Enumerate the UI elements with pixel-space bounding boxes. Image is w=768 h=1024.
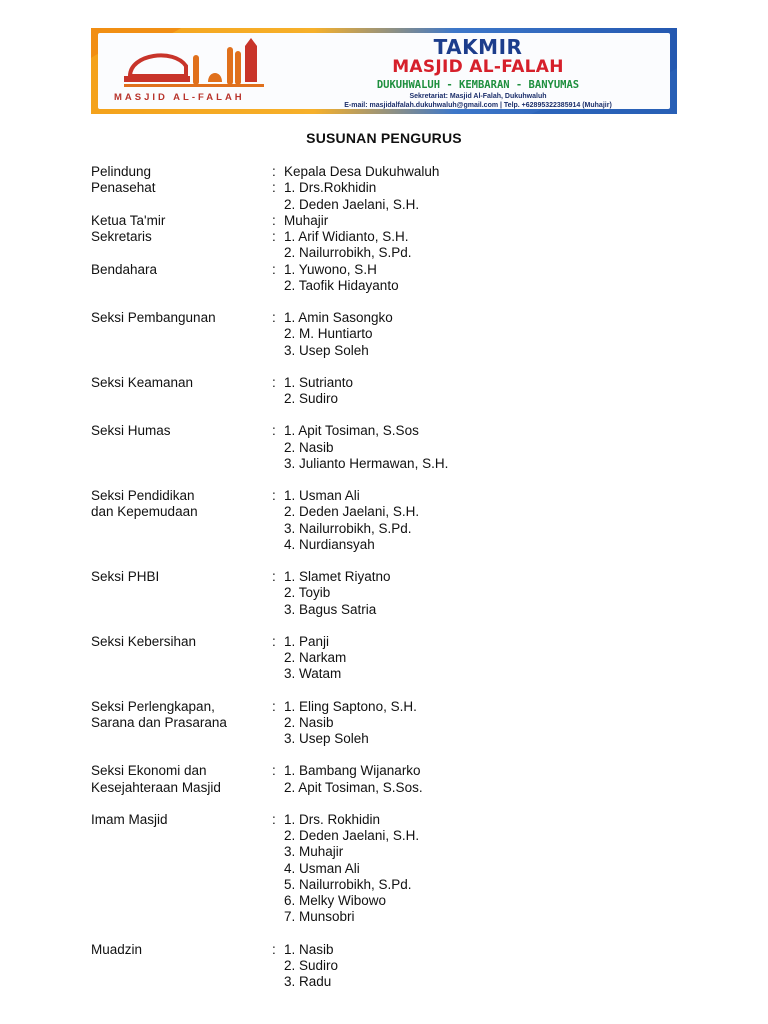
mosque-logo [112,36,282,108]
logo-wordmark: MASJID AL-FALAH [114,92,245,103]
section-spacer [91,926,691,942]
position-label: Ketua Ta'mir [91,212,166,228]
roster-line [91,828,691,844]
banner-contact: E-mail: masjidalfalah.dukuhwaluh@gmail.com | Telp. +6289532238591​4 (Muhajir) [344,102,612,109]
roster-entry [91,634,691,699]
member-name: 6. Melky Wibowo [284,893,387,908]
mosque-dome-icon [112,36,282,92]
header-banner [91,28,677,114]
member-name: 2. Sudiro [284,391,339,406]
member-name: 7. Munsobri [284,909,355,925]
roster-line [91,780,691,796]
colon-separator: : [272,763,276,779]
position-label: Muadzin [91,941,143,957]
section-spacer [91,407,691,423]
roster-line [91,504,691,520]
member-name: 1. Yuwono, S.H [284,261,377,277]
colon-separator: : [272,212,276,228]
section-spacer [91,294,691,310]
banner-location: DUKUHWALUH - KEMBARAN - BANYUMAS [376,79,580,91]
member-name: 3. Radu [284,974,332,989]
roster-line [91,812,691,828]
member-name: 2. Nasib [284,439,334,455]
roster-line [91,391,691,407]
member-name: 2. Nasib [284,714,334,730]
section-spacer [91,553,691,569]
colon-separator: : [272,698,276,714]
section-spacer [91,747,691,763]
member-name: 3. Julianto Hermawan, S.H. [284,455,449,471]
roster-line [91,634,691,650]
colon-separator: : [272,261,276,277]
roster-line [91,213,691,229]
member-name: 5. Nailurrobikh, S.Pd. [284,876,412,892]
position-label: Seksi Pendidikan [91,488,195,503]
roster-line [91,569,691,585]
roster-line [91,375,691,391]
position-label: Seksi PHBI [91,569,160,584]
position-label: Sekretaris [91,229,152,244]
member-name: 4. Usman Ali [284,860,360,876]
roster-line [91,974,691,990]
roster-line [91,197,691,213]
roster-line [91,278,691,294]
member-name: 2. Taofik Hidayanto [284,277,399,293]
roster-line [91,731,691,747]
position-label: Pelindung [91,164,152,179]
section-spacer [91,472,691,488]
member-name: 3. Watam [284,666,342,682]
position-label: Seksi Pembangunan [91,310,216,325]
position-label: Seksi Humas [91,423,171,439]
roster-entry [91,164,691,180]
member-name: 3. Bagus Satria [284,601,377,617]
roster-line [91,245,691,261]
roster-line [91,180,691,196]
roster-line [91,262,691,278]
colon-separator: : [272,374,276,390]
position-label: Seksi Keamanan [91,374,194,390]
roster-line [91,909,691,925]
member-name: 3. Muhajir [284,844,344,860]
roster-entry [91,812,691,942]
colon-separator: : [272,164,276,179]
roster-line [91,763,691,779]
banner-panel [98,33,670,109]
position-label: Sarana dan Prasarana [91,714,227,730]
member-name: 2. Deden Jaelani, S.H. [284,196,420,212]
roster-line [91,958,691,974]
roster-entry [91,310,691,375]
roster-line [91,585,691,601]
banner-address: Sekretariat: Masjid Al-Falah, Dukuhwaluh [409,93,547,100]
roster-line [91,521,691,537]
member-name: 1. Usman Ali [284,488,360,503]
roster-entry [91,262,691,311]
roster-line [91,456,691,472]
roster-entry [91,569,691,634]
roster-entry [91,423,691,488]
section-spacer [91,683,691,699]
roster-line [91,844,691,860]
member-name: 3. Usep Soleh [284,342,369,358]
roster-entry [91,699,691,764]
colon-separator: : [272,811,276,827]
section-spacer [91,359,691,375]
roster-line [91,488,691,504]
colon-separator: : [272,423,276,439]
roster-entry [91,180,691,213]
member-name: 3. Usep Soleh [284,731,369,746]
member-name: 1. Drs.Rokhidin [284,180,377,196]
roster-line [91,343,691,359]
member-name: Kepala Desa Dukuhwaluh [284,164,440,179]
member-name: 1. Sutrianto [284,374,354,390]
position-label: dan Kepemudaan [91,504,198,520]
colon-separator: : [272,488,276,503]
colon-separator: : [272,633,276,649]
roster-line [91,423,691,439]
roster-line [91,650,691,666]
roster-line [91,699,691,715]
roster-line [91,942,691,958]
roster-line [91,715,691,731]
member-name: 2. M. Huntiarto [284,326,373,342]
member-name: Muhajir [284,212,329,228]
position-label: Kesejahteraan Masjid [91,779,221,795]
roster-line [91,877,691,893]
roster-line [91,861,691,877]
member-name: 2. Apit Tosiman, S.Sos. [284,779,423,795]
roster-line [91,310,691,326]
member-name: 1. Eling Saptono, S.H. [284,698,417,714]
position-label: Imam Masjid [91,811,168,827]
banner-subtitle: MASJID AL-FALAH [392,57,564,77]
member-name: 1. Drs. Rokhidin [284,811,381,827]
roster-line [91,602,691,618]
roster-entry [91,942,691,991]
member-name: 2. Toyib [284,585,331,601]
colon-separator: : [272,229,276,244]
roster-entry [91,229,691,262]
roster-line [91,537,691,553]
member-name: 2. Sudiro [284,957,339,973]
position-label: Bendahara [91,261,158,277]
banner-text-block [288,33,668,110]
roster-line [91,440,691,456]
member-name: 3. Nailurrobikh, S.Pd. [284,520,412,536]
member-name: 1. Amin Sasongko [284,310,393,325]
roster-list [91,164,691,990]
colon-separator: : [272,941,276,957]
section-spacer [91,796,691,812]
roster-entry [91,763,691,812]
colon-separator: : [272,310,276,325]
roster-line [91,893,691,909]
member-name: 1. Nasib [284,941,334,957]
roster-line [91,326,691,342]
roster-line [91,666,691,682]
position-label: Seksi Ekonomi dan [91,763,207,779]
colon-separator: : [272,569,276,584]
colon-separator: : [272,180,276,196]
member-name: 4. Nurdiansyah [284,536,375,552]
member-name: 2. Deden Jaelani, S.H. [284,504,420,520]
roster-entry [91,375,691,424]
member-name: 1. Arif Widianto, S.H. [284,229,409,244]
member-name: 2. Deden Jaelani, S.H. [284,828,420,843]
member-name: 1. Panji [284,633,330,649]
member-name: 1. Bambang Wijanarko [284,763,421,779]
roster-line [91,229,691,245]
position-label: Seksi Perlengkapan, [91,698,215,714]
roster-entry [91,213,691,229]
roster-line [91,164,691,180]
member-name: 2. Nailurrobikh, S.Pd. [284,245,412,261]
position-label: Penasehat [91,180,156,196]
document-title: SUSUNAN PENGURUS [306,130,462,146]
section-spacer [91,618,691,634]
member-name: 2. Narkam [284,650,347,665]
member-name: 1. Slamet Riyatno [284,569,391,584]
member-name: 1. Apit Tosiman, S.Sos [284,423,419,439]
position-label: Seksi Kebersihan [91,633,197,649]
roster-entry [91,488,691,569]
banner-title: TAKMIR [433,35,523,59]
